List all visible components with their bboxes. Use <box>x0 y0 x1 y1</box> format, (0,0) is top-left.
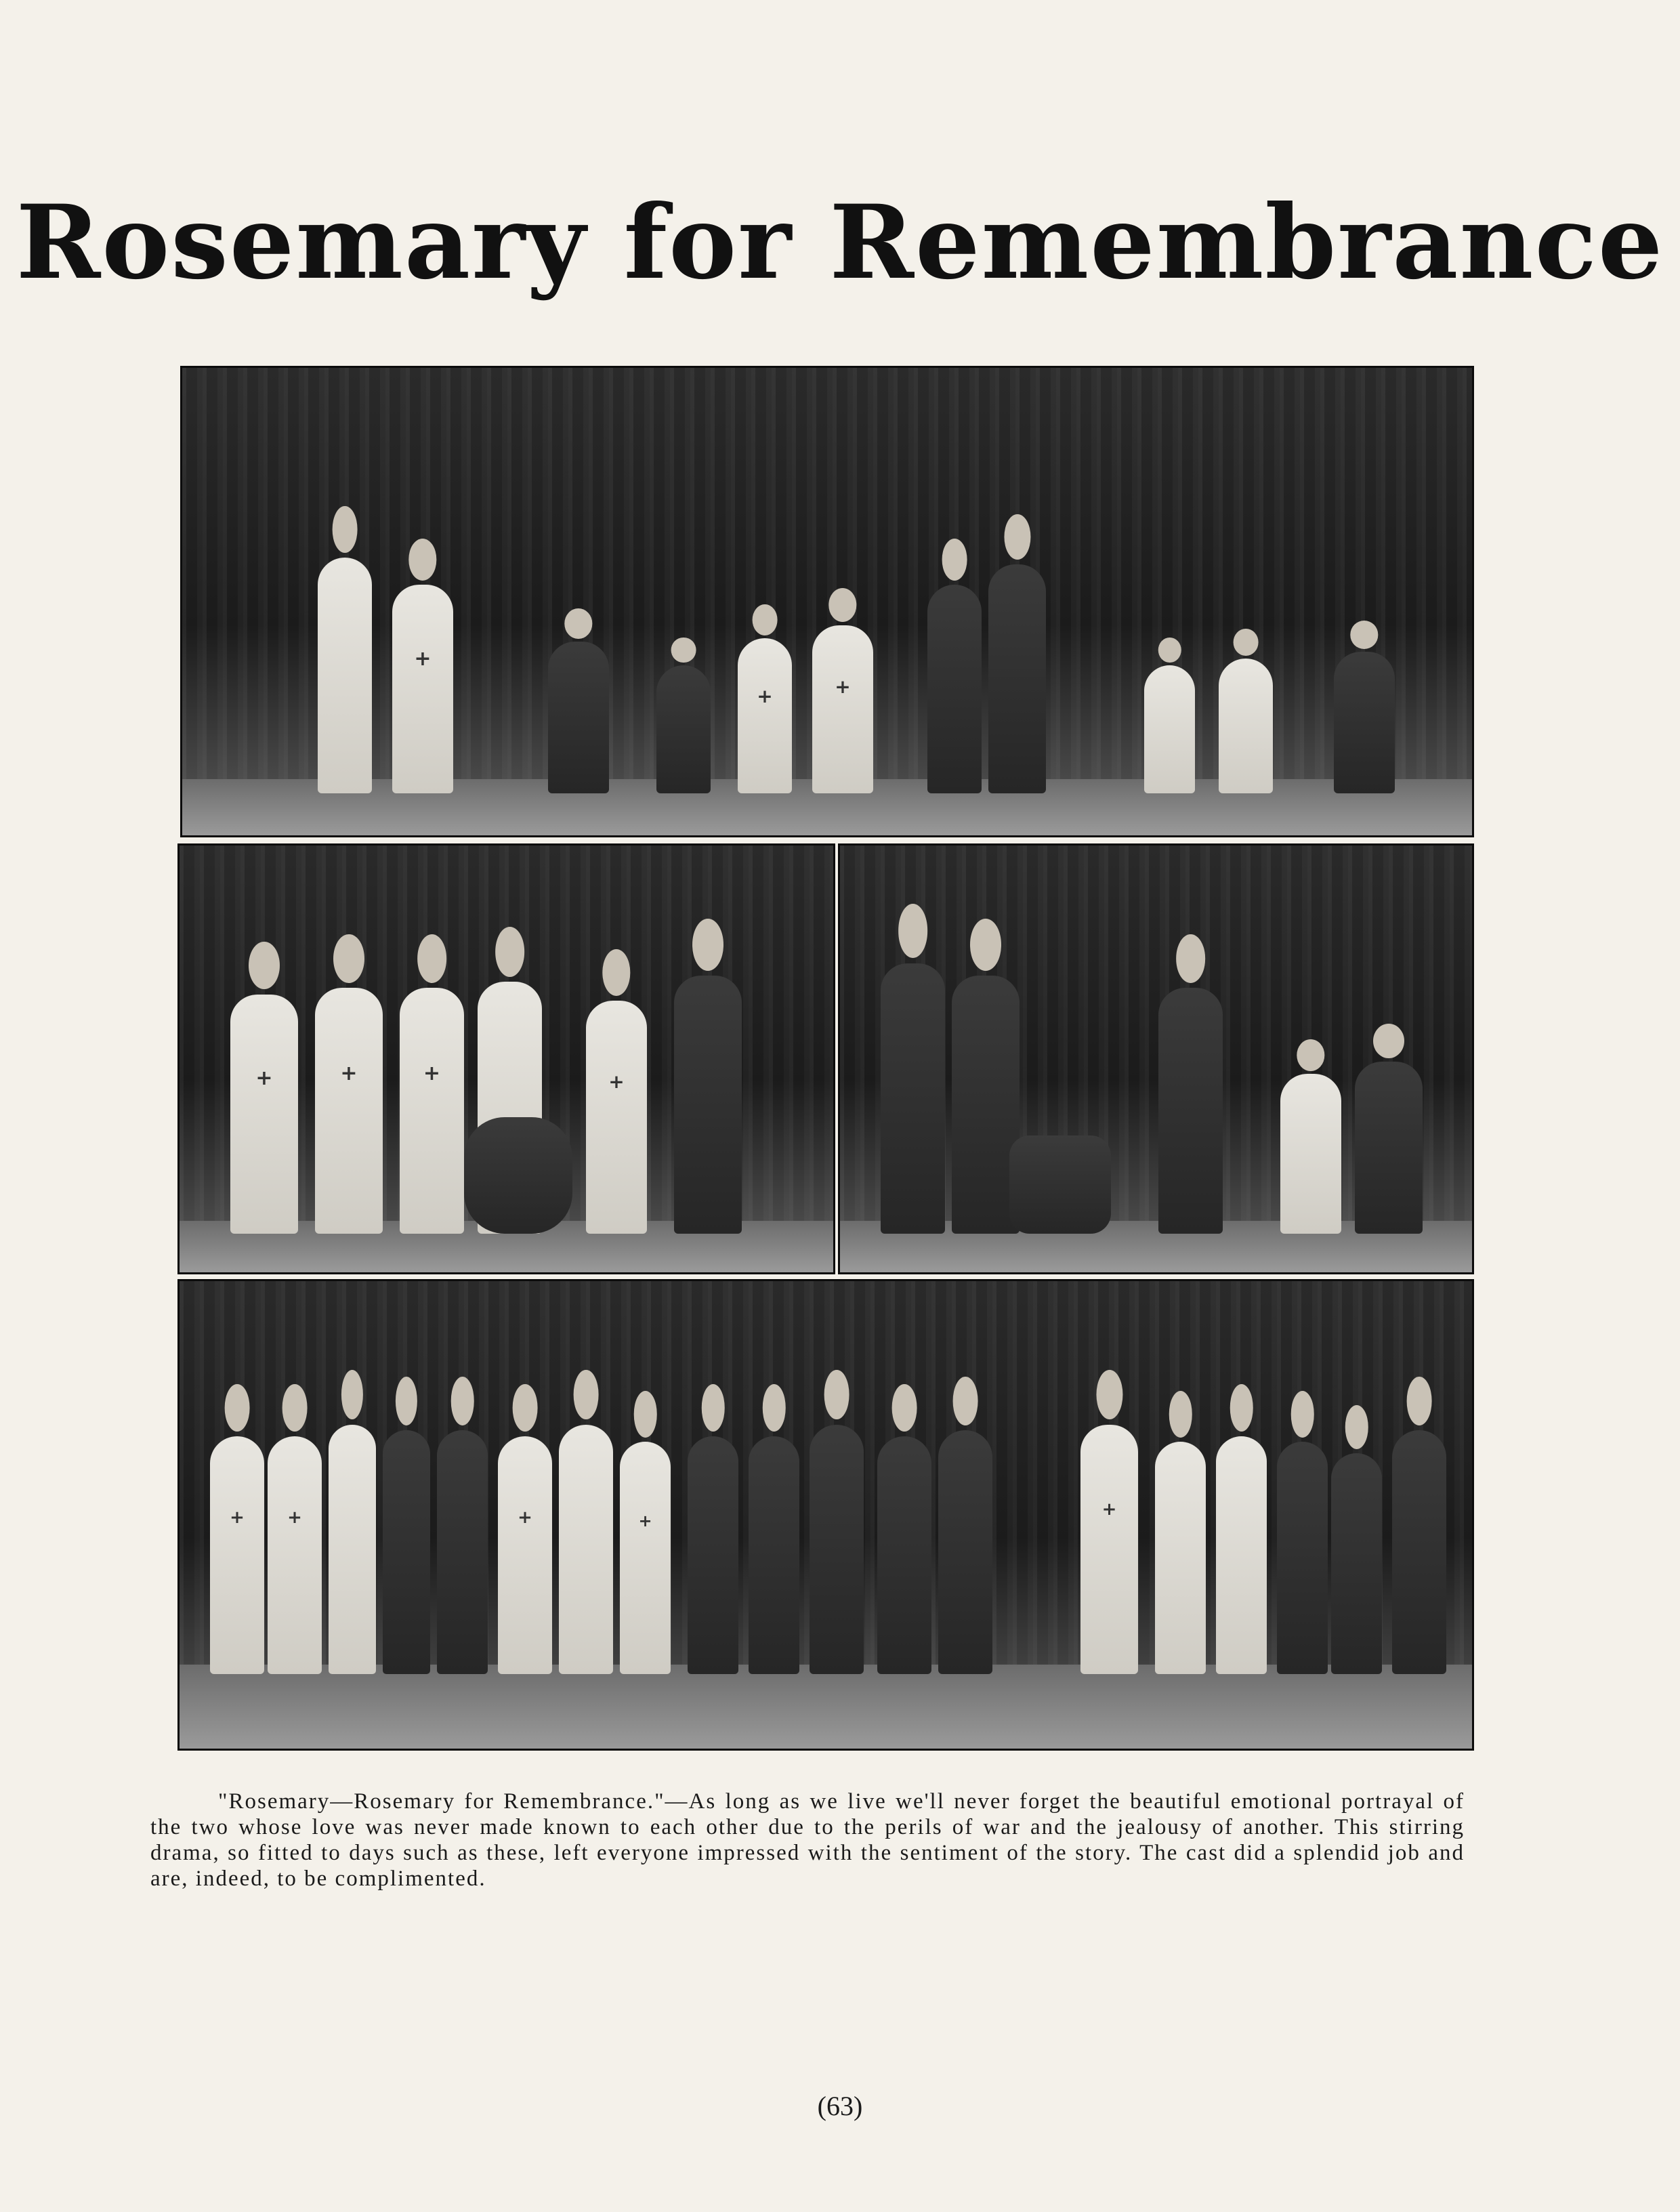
page-number: (63) <box>817 2091 863 2121</box>
photo-full-cast: + + + + + <box>177 1279 1474 1751</box>
caption-paragraph <box>150 1789 1465 1892</box>
caption-text: "Rosemary—Rosemary for Remembrance."—As long as we live we'll never forget the beautiful emotional portrayal of the two whose love was never made known to each other due to the perils of war and the jealousy of another. This stirring drama, so fitted to days such as these, left everyone impressed with the sentiment of the story. The cast did a splendid job and are, indeed, to be complimented. <box>150 1789 1465 1891</box>
photo-nurses-wheelchair: + + + + <box>177 843 835 1274</box>
photo-officer-couple <box>838 843 1474 1274</box>
photo-hospital-scene-wide: + + + <box>180 366 1474 837</box>
page-title: Rosemary for Remembrance <box>16 183 1664 302</box>
